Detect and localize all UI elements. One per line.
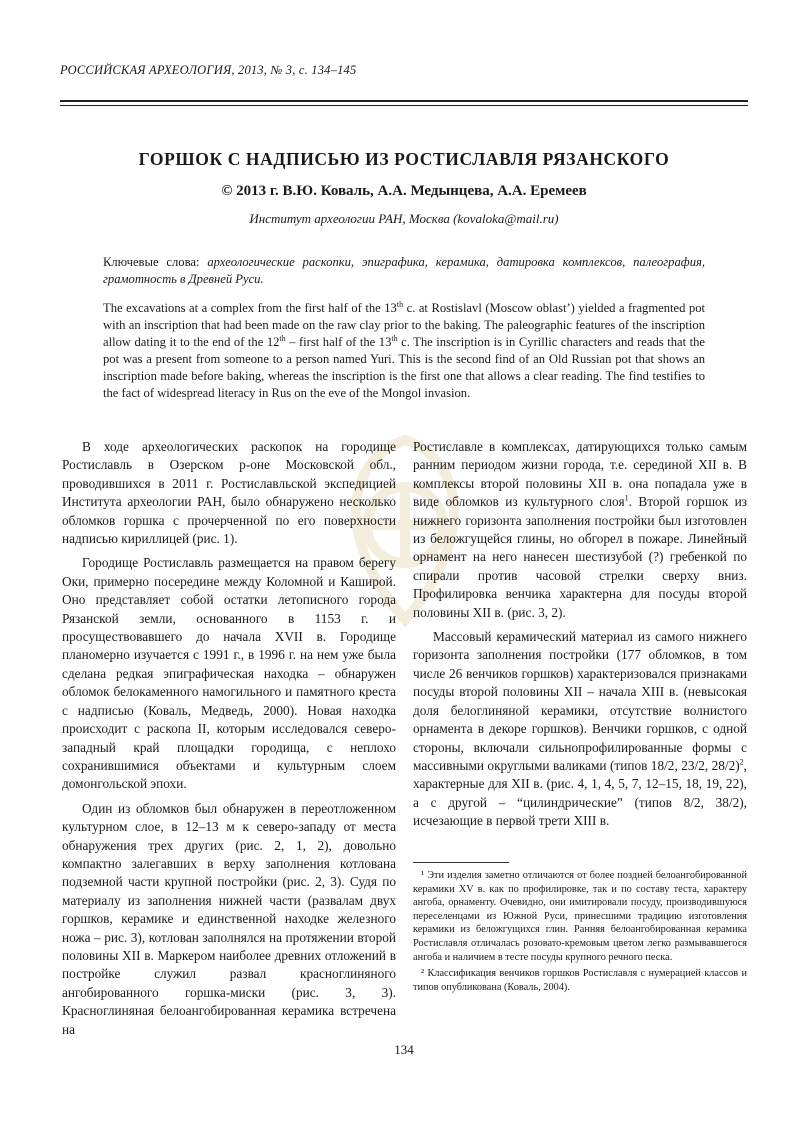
article-title: ГОРШОК С НАДПИСЬЮ ИЗ РОСТИСЛАВЛЯ РЯЗАНСКОГО <box>138 149 670 169</box>
body-column-right <box>413 438 747 837</box>
paragraph: Городище Ростиславль размещается на правом берегу Оки, примерно посередине между Коломной и Каширой. Оно представляет собой остатки летописного города Рязанской земли, основанного в 1153 г. и просуществовавшего до начала XVII в. Городище планомерно изучается с 1991 г., в 1996 г. на нем уже была сделана редкая эпиграфическая находка – обнаружен обломок белокаменного намогильного и памятного креста с надписью (Коваль, Медведь, 2000). Новая находка происходит с раскопа II, которым исследовался северо-западный край площадки городища, с неплохо сохранившимися объектами и культурным слоем домонгольской эпохи. <box>62 555 396 792</box>
footnote-ref-1: 1 <box>624 493 629 503</box>
paragraph-text: Ростиславле в комплексах, датирующихся только самым ранним периодом жизни города, т.е. серединой XII в. В комплексы второй половины XII в. она попадала уже в виде обломков из культурного слоя <box>413 439 747 510</box>
article-authors: © 2013 г. В.Ю. Коваль, А.А. Медынцева, А.А. Еремеев <box>221 183 587 199</box>
abstract-sup-2: th <box>279 333 286 343</box>
keywords-label: Ключевые слова: <box>103 255 208 269</box>
abstract-text-3: – first half of the 13 <box>285 335 392 349</box>
author-affiliation: Институт археологии РАН, Москва (kovaloka@mail.ru) <box>249 211 559 226</box>
abstract-sup-3: th <box>391 333 398 343</box>
abstract-text-4: c. The inscription is in Cyrillic characters and reads that the pot was a present from someone to a person named Yuri. This is the second find of an Old Russian pot that shows an inscription made before baking, whereas the inscription is the first one that allows a clear reading. The find testifies to the fact of widespread literacy in Rus on the eve of the Mongol invasion. <box>103 335 705 400</box>
paragraph-text: . Второй горшок из нижнего горизонта заполнения постройки был изготовлен из беложгущейся глины, но обгорел в пожаре. Линейный орнамент на него нанесен шестизубой (?) гребенкой по спирали против часовой стрелки сверху вниз. Профилировка венчика характерна для посуды второй половины XII в. (рис. 3, 2). <box>413 494 747 620</box>
abstract-text-1: The excavations at a complex from the first half of the 13 <box>103 301 397 315</box>
paragraph <box>413 438 747 622</box>
footnote-rule <box>413 862 509 863</box>
paragraph-text: Массовый керамический материал из самого нижнего горизонта заполнения постройки (177 обломков, в том числе 26 венчиков горшков) характеризовался признаками посуды второй половины XII – начала XIII в. (невысокая доля белоглиняной керамики, отсутствие волнистого орнамента в декоре горшков). Венчики горшков, с одной стороны, включали сильнопрофилированные формы с массивными округлыми валиками (типов 18/2, 23/2, 28/2) <box>413 629 747 773</box>
abstract-text-2: c. at Rostislavl (Moscow oblast’) yielded a fragmented pot with an inscription that had been made on the raw clay prior to the baking. The paleographic features of the inscription allow dating it to the end of the 12 <box>103 301 705 349</box>
keywords-text: археологические раскопки, эпиграфика, керамика, датировка комплексов, палеография, грамотность в Древней Руси. <box>103 255 706 286</box>
footnotes <box>413 869 747 997</box>
journal-header: РОССИЙСКАЯ АРХЕОЛОГИЯ, 2013, № 3, с. 134–145 <box>60 63 357 77</box>
paragraph <box>413 628 747 830</box>
body-column-left <box>62 438 396 1045</box>
footnote-ref-2: 2 <box>739 757 744 767</box>
abstract <box>103 300 705 402</box>
paragraph: В ходе археологических раскопок на городище Ростиславль в Озерском р-оне Московской обл., проводившихся в 2011 г. Ростиславльской экспедицией Института археологии РАН, было обнаружено несколько обломков горшка с прочерченной по его поверхности надписью кириллицей (рис. 1). <box>62 439 396 547</box>
paragraph: Один из обломков был обнаружен в переотложенном культурном слое, в 12–13 м к северо-западу от места обнаружения трех других (рис. 2, 1, 2), довольно компактно залегавших в верху заполнения котлована подземной части крупной постройки (рис. 2, 3). Судя по материалу из заполнения нижней части (развалам двух горшков, керамике и единственной находке железного ножа – рис. 3), котлован заполнялся на протяжении второй половины XII в. Маркером наиболее древних отложений в постройке служил развал красноглиняного ангобированного горшка-миски (рис. 3, 3). Красноглиняная белоангобированная керамика встречена на <box>62 800 396 1037</box>
paragraph-text: , характерные для XII в. (рис. 4, 1, 4, 5, 7, 12–15, 18, 19, 22), а с другой – “цилиндрические” (типов 8/2, 38/2), исчезающие в первой трети XIII в. <box>413 757 747 829</box>
footnote-1: ¹ Эти изделия заметно отличаются от более поздней белоангобированной керамики XV в. как по профилировке, так и по составу теста, характеру ангоба, орнаменту. Очевидно, они имитировали посуду, производившуюся переселенцами из Южной Руси, принесшими традицию изготовления керамики из беложгущихся глин. Ранняя белоангобированная керамика Ростиславля отличалась розовато-кремовым цветом легко размывавшегося ангоба и наличием в тесте посуды крупного речного песка. <box>413 870 747 963</box>
footnote-2: ² Классификация венчиков горшков Ростиславля с нумерацией классов и типов опубликована (Коваль, 2004). <box>413 968 747 993</box>
header-rule-thin <box>60 105 748 106</box>
keywords-block <box>103 254 705 288</box>
abstract-sup-1: th <box>396 299 404 309</box>
page-number: 134 <box>394 1042 414 1057</box>
header-rule-thick <box>60 100 748 102</box>
